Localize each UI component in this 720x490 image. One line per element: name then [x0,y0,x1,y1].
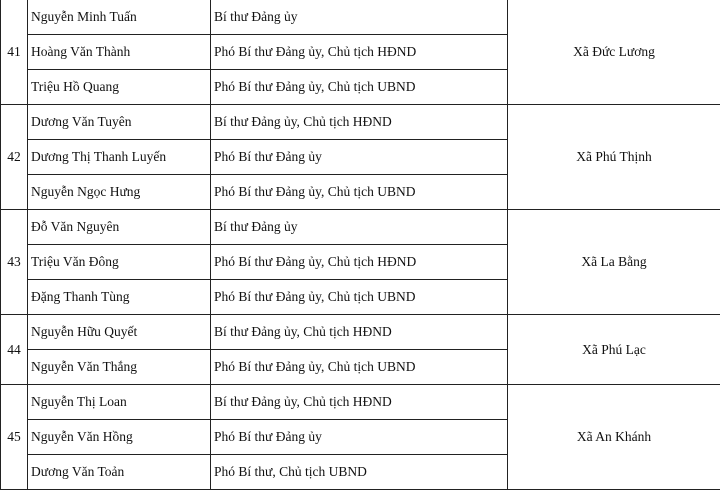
person-name: Nguyễn Thị Loan [28,385,211,420]
person-role: Phó Bí thư Đảng ủy, Chủ tịch UBND [211,350,508,385]
person-role: Phó Bí thư Đảng ủy [211,420,508,455]
person-role: Phó Bí thư, Chủ tịch UBND [211,455,508,490]
table-row [1,0,720,35]
person-role: Bí thư Đảng ủy [211,210,508,245]
commune-name: Xã La Bằng [508,210,720,315]
person-name: Đặng Thanh Tùng [28,280,211,315]
table-row [1,105,720,140]
person-role: Phó Bí thư Đảng ủy, Chủ tịch UBND [211,175,508,210]
person-role: Bí thư Đảng ủy, Chủ tịch HĐND [211,105,508,140]
person-name: Triệu Văn Đông [28,245,211,280]
person-role: Bí thư Đảng ủy [211,0,508,35]
person-role: Phó Bí thư Đảng ủy, Chủ tịch UBND [211,70,508,105]
person-role: Phó Bí thư Đảng ủy, Chủ tịch UBND [211,280,508,315]
person-role: Phó Bí thư Đảng ủy [211,140,508,175]
person-name: Đỗ Văn Nguyên [28,210,211,245]
person-name: Nguyễn Ngọc Hưng [28,175,211,210]
row-number: 41 [1,0,28,105]
commune-name: Xã An Khánh [508,385,720,490]
table-row [1,210,720,245]
person-name: Nguyễn Văn Hồng [28,420,211,455]
person-name: Nguyễn Minh Tuấn [28,0,211,35]
row-number: 43 [1,210,28,315]
commune-name: Xã Đức Lương [508,0,720,105]
person-name: Dương Văn Tuyên [28,105,211,140]
row-number: 42 [1,105,28,210]
person-name: Nguyễn Hữu Quyết [28,315,211,350]
table-row [1,315,720,350]
person-role: Phó Bí thư Đảng ủy, Chủ tịch HĐND [211,245,508,280]
person-name: Dương Văn Toản [28,455,211,490]
row-number: 45 [1,385,28,490]
row-number: 44 [1,315,28,385]
person-name: Dương Thị Thanh Luyến [28,140,211,175]
person-name: Triệu Hồ Quang [28,70,211,105]
person-role: Phó Bí thư Đảng ủy, Chủ tịch HĐND [211,35,508,70]
person-role: Bí thư Đảng ủy, Chủ tịch HĐND [211,385,508,420]
commune-name: Xã Phú Lạc [508,315,720,385]
person-name: Nguyễn Văn Thắng [28,350,211,385]
commune-name: Xã Phú Thịnh [508,105,720,210]
person-role: Bí thư Đảng ủy, Chủ tịch HĐND [211,315,508,350]
table-row [1,385,720,420]
person-name: Hoàng Văn Thành [28,35,211,70]
